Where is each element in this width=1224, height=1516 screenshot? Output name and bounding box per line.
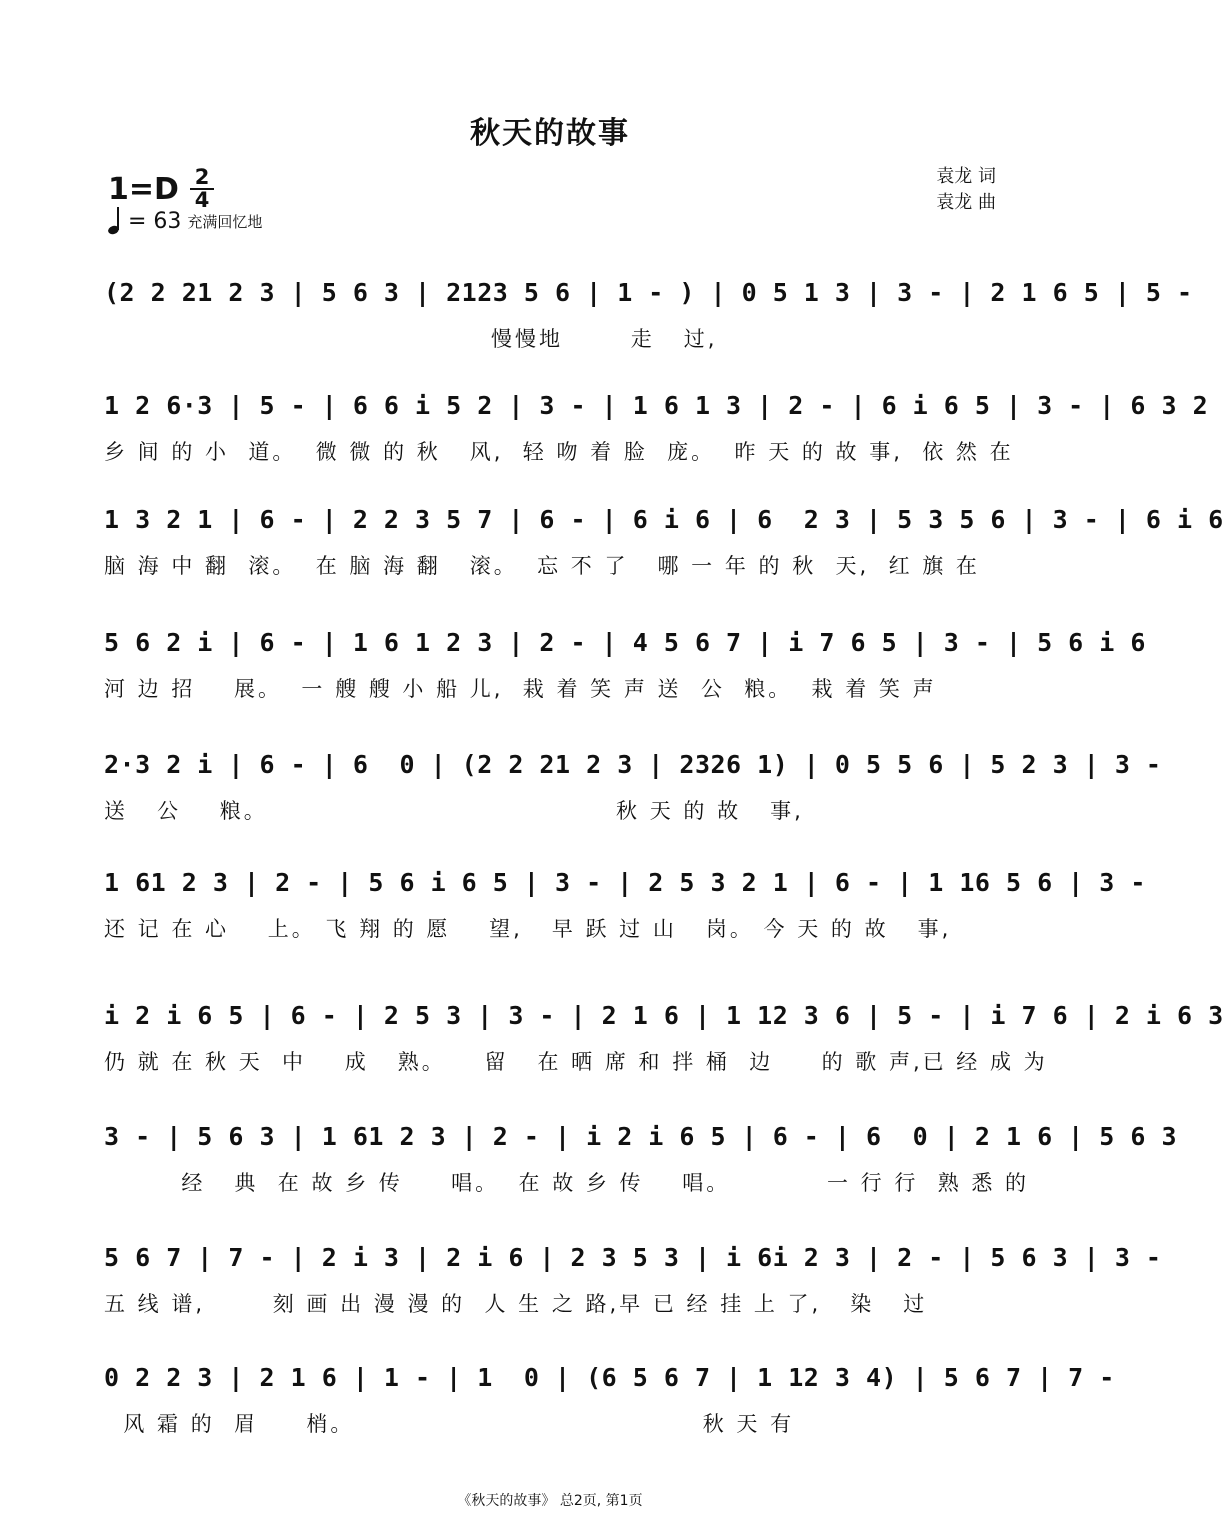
notation-line: 1 3 2 1 | 6 - | 2 2 3 5 7 | 6 - | 6 i 6 | 6 2 3 | 5 3 5 6 | 3 - | 6 i 6 [104,505,1224,534]
lyrics-line: 还 记 在 心 上。 飞 翔 的 愿 望, 早 跃 过 山 岗。 今 天 的 故 事, [104,917,952,941]
notation-line: 1 61 2 3 | 2 - | 5 6 i 6 5 | 3 - | 2 5 3 2 1 | 6 - | 1 16 5 6 | 3 - [104,868,1146,897]
lyrics-line: 脑 海 中 翻 滚。 在 脑 海 翻 滚。 忘 不 了 哪 一 年 的 秋 天, 红 旗 在 [104,554,980,578]
tempo-value: = 63 [128,209,182,234]
quarter-note-icon [108,206,122,234]
notation-line: 1 2 6·3 | 5 - | 6 6 i 5 2 | 3 - | 1 6 1 3 | 2 - | 6 i 6 5 | 3 - | 6 3 2 [104,391,1209,420]
page-footer: 《秋天的故事》 总2页, 第1页 [457,1493,643,1509]
notation-line: (2 2 21 2 3 | 5 6 3 | 2123 5 6 | 1 - ) | 0 5 1 3 | 3 - | 2 1 6 5 | 5 - [104,278,1193,307]
notation-line: 5 6 7 | 7 - | 2 i 3 | 2 i 6 | 2 3 5 3 | i 6i 2 3 | 2 - | 5 6 3 | 3 - [104,1243,1162,1272]
score-row [104,860,1146,946]
score-row [104,620,1146,706]
song-title: 秋天的故事 [470,116,630,151]
lyrics-line: 经 典 在 故 乡 传 唱。 在 故 乡 传 唱。 一 行 行 熟 悉 的 [104,1171,1030,1195]
score-row [104,1114,1178,1200]
notation-line: 3 - | 5 6 3 | 1 61 2 3 | 2 - | i 2 i 6 5 | 6 - | 6 0 | 2 1 6 | 5 6 3 [104,1122,1178,1151]
lyricist: 袁龙 词 [936,166,996,187]
lyrics-line: 仍 就 在 秋 天 中 成 熟。 留 在 晒 席 和 拌 桶 边 的 歌 声,已 经 成 为 [104,1050,1048,1074]
lyrics-line: 五 线 谱, 刻 画 出 漫 漫 的 人 生 之 路,早 已 经 挂 上 了, 染 过 [104,1292,928,1316]
score-row [104,1355,1115,1441]
lyrics-line: 乡 间 的 小 道。 微 微 的 秋 风, 轻 吻 着 脸 庞。 昨 天 的 故 事, 依 然 在 [104,440,1014,464]
notation-line: 0 2 2 3 | 2 1 6 | 1 - | 1 0 | (6 5 6 7 | 1 12 3 4) | 5 6 7 | 7 - [104,1363,1115,1392]
lyrics-line: 慢慢地 走 过, [104,327,718,351]
credits [936,164,996,216]
key-signature: 1=D [108,172,179,207]
lyrics-line: 送 公 粮。 秋 天 的 故 事, [104,799,804,823]
composer: 袁龙 曲 [936,192,996,213]
score-row [104,497,1224,583]
score-row [104,270,1193,356]
score-row [104,383,1209,469]
notation-line: 2·3 2 i | 6 - | 6 0 | (2 2 21 2 3 | 2326 1) | 0 5 5 6 | 5 2 3 | 3 - [104,750,1162,779]
time-signature-top: 2 [194,165,210,189]
score-row [104,993,1224,1079]
lyrics-line: 河 边 招 展。 一 艘 艘 小 船 儿, 栽 着 笑 声 送 公 粮。 栽 着 笑 声 [104,677,937,701]
tempo-marking [108,206,262,234]
expression-mark: 充满回忆地 [187,213,263,231]
score-row [104,1235,1162,1321]
lyrics-line: 风 霜 的 眉 梢。 秋 天 有 [104,1412,795,1436]
notation-line: i 2 i 6 5 | 6 - | 2 5 3 | 3 - | 2 1 6 | 1 12 3 6 | 5 - | i 7 6 | 2 i 6 3 [104,1001,1224,1030]
time-signature [190,165,214,212]
notation-line: 5 6 2 i | 6 - | 1 6 1 2 3 | 2 - | 4 5 6 7 | i 7 6 5 | 3 - | 5 6 i 6 [104,628,1146,657]
time-signature-bottom: 4 [194,188,210,212]
score-row [104,742,1162,828]
